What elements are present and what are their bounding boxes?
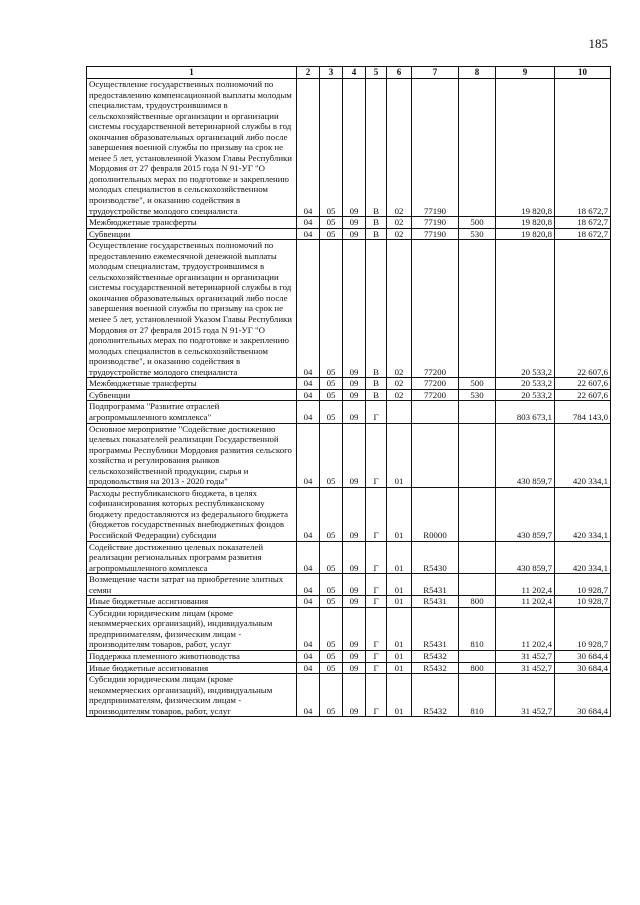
amount-year1-cell: 20 533,2 bbox=[496, 240, 555, 378]
section-code-cell: 04 bbox=[297, 79, 320, 217]
amount-year1-cell: 19 820,8 bbox=[496, 217, 555, 229]
table-header-row bbox=[87, 67, 611, 79]
table-row bbox=[87, 217, 611, 229]
column-header: 1 bbox=[87, 67, 297, 79]
subsection-code-cell: 05 bbox=[320, 79, 343, 217]
expense-type-cell: 500 bbox=[459, 217, 496, 229]
row-name-cell: Осуществление государственных полномочий по предоставлению компенсационной выплаты молодым специалистам, трудоустроившимся в сельскохозяйственные организации и организации системы государственной ветеринарной службы в год окончания образовательных организаций либо после завершения военной службы по призыву на срок не менее 5 лет, установленной Указом Главы Республики Мордовия от 27 февраля 2015 года N 91-УГ "О дополнительных мерах по подготовке и закреплению молодых специалистов в сельскохозяйственном производстве", и оказанию содействия в трудоустройстве молодого специалиста bbox=[87, 79, 297, 217]
subsection-code-cell: 05 bbox=[320, 541, 343, 574]
direction-code-cell bbox=[412, 401, 459, 423]
table-row bbox=[87, 674, 611, 717]
row-name-cell: Субсидии юридическим лицам (кроме некоммерческих организаций), индивидуальным предпринимателям, физическим лицам - производителям товаров, работ, услуг bbox=[87, 674, 297, 717]
amount-year2-cell: 18 672,7 bbox=[555, 217, 611, 229]
event-code-cell: 01 bbox=[387, 423, 412, 487]
subsection-code-cell: 05 bbox=[320, 650, 343, 662]
table-row bbox=[87, 389, 611, 401]
amount-year2-cell: 22 607,6 bbox=[555, 240, 611, 378]
direction-code-cell: 77190 bbox=[412, 217, 459, 229]
direction-code-cell: R5430 bbox=[412, 541, 459, 574]
direction-code-cell: R0000 bbox=[412, 487, 459, 541]
row-name-cell: Основное мероприятие "Содействие достижению целевых показателей реализации Государственной программы Республики Мордовия развития сельского хозяйства и регулирования рынков сельскохозяйственной продукции, сырья и продовольствия на 2013 - 2020 годы" bbox=[87, 423, 297, 487]
subsection-code-cell: 05 bbox=[320, 596, 343, 608]
program-code-cell: 09 bbox=[343, 674, 366, 717]
subprogram-code-cell: Г bbox=[366, 401, 387, 423]
direction-code-cell: 77200 bbox=[412, 240, 459, 378]
amount-year1-cell: 803 673,1 bbox=[496, 401, 555, 423]
subprogram-code-cell: Г bbox=[366, 423, 387, 487]
event-code-cell: 01 bbox=[387, 541, 412, 574]
subprogram-code-cell: Г bbox=[366, 674, 387, 717]
subprogram-code-cell: В bbox=[366, 79, 387, 217]
amount-year2-cell: 30 684,4 bbox=[555, 674, 611, 717]
amount-year2-cell: 18 672,7 bbox=[555, 228, 611, 240]
row-name-cell: Подпрограмма "Развитие отраслей агропромышленного комплекса" bbox=[87, 401, 297, 423]
section-code-cell: 04 bbox=[297, 662, 320, 674]
row-name-cell: Расходы республиканского бюджета, в целях софинансирования которых республиканскому бюджету предоставляются из федерального бюджета (бюджетов государственных внебюджетных фондов Российской Федерации) субсидии bbox=[87, 487, 297, 541]
section-code-cell: 04 bbox=[297, 240, 320, 378]
program-code-cell: 09 bbox=[343, 596, 366, 608]
event-code-cell: 02 bbox=[387, 240, 412, 378]
program-code-cell: 09 bbox=[343, 79, 366, 217]
direction-code-cell: 77190 bbox=[412, 79, 459, 217]
amount-year2-cell: 10 928,7 bbox=[555, 574, 611, 596]
column-header: 6 bbox=[387, 67, 412, 79]
section-code-cell: 04 bbox=[297, 607, 320, 650]
subsection-code-cell: 05 bbox=[320, 240, 343, 378]
row-name-cell: Субсидии юридическим лицам (кроме некоммерческих организаций), индивидуальным предпринимателям, физическим лицам - производителям товаров, работ, услуг bbox=[87, 607, 297, 650]
amount-year1-cell: 11 202,4 bbox=[496, 596, 555, 608]
expense-type-cell bbox=[459, 650, 496, 662]
budget-table bbox=[86, 66, 611, 717]
expense-type-cell: 500 bbox=[459, 378, 496, 390]
table-row bbox=[87, 596, 611, 608]
program-code-cell: 09 bbox=[343, 378, 366, 390]
row-name-cell: Содействие достижению целевых показателей реализации региональных программ развития агропромышленного комплекса bbox=[87, 541, 297, 574]
program-code-cell: 09 bbox=[343, 607, 366, 650]
table-row bbox=[87, 79, 611, 217]
section-code-cell: 04 bbox=[297, 650, 320, 662]
table-row bbox=[87, 650, 611, 662]
amount-year2-cell: 10 928,7 bbox=[555, 607, 611, 650]
column-header: 8 bbox=[459, 67, 496, 79]
section-code-cell: 04 bbox=[297, 401, 320, 423]
row-name-cell: Межбюджетные трансферты bbox=[87, 217, 297, 229]
subprogram-code-cell: В bbox=[366, 217, 387, 229]
expense-type-cell bbox=[459, 423, 496, 487]
amount-year2-cell: 420 334,1 bbox=[555, 541, 611, 574]
section-code-cell: 04 bbox=[297, 487, 320, 541]
program-code-cell: 09 bbox=[343, 662, 366, 674]
expense-type-cell: 530 bbox=[459, 228, 496, 240]
page-number: 185 bbox=[588, 36, 608, 51]
amount-year2-cell: 784 143,0 bbox=[555, 401, 611, 423]
subsection-code-cell: 05 bbox=[320, 389, 343, 401]
column-header: 9 bbox=[496, 67, 555, 79]
subprogram-code-cell: В bbox=[366, 378, 387, 390]
amount-year2-cell: 22 607,6 bbox=[555, 378, 611, 390]
event-code-cell: 02 bbox=[387, 228, 412, 240]
event-code-cell: 01 bbox=[387, 650, 412, 662]
table-row bbox=[87, 423, 611, 487]
expense-type-cell: 530 bbox=[459, 389, 496, 401]
subprogram-code-cell: Г bbox=[366, 607, 387, 650]
amount-year1-cell: 20 533,2 bbox=[496, 389, 555, 401]
expense-type-cell bbox=[459, 240, 496, 378]
row-name-cell: Возмещение части затрат на приобретение элитных семян bbox=[87, 574, 297, 596]
table-row bbox=[87, 240, 611, 378]
row-name-cell: Субвенции bbox=[87, 228, 297, 240]
direction-code-cell: R5431 bbox=[412, 596, 459, 608]
column-header: 10 bbox=[555, 67, 611, 79]
expense-type-cell: 810 bbox=[459, 607, 496, 650]
program-code-cell: 09 bbox=[343, 541, 366, 574]
direction-code-cell bbox=[412, 423, 459, 487]
subprogram-code-cell: Г bbox=[366, 541, 387, 574]
section-code-cell: 04 bbox=[297, 378, 320, 390]
column-header: 4 bbox=[343, 67, 366, 79]
amount-year1-cell: 19 820,8 bbox=[496, 228, 555, 240]
program-code-cell: 09 bbox=[343, 401, 366, 423]
expense-type-cell bbox=[459, 79, 496, 217]
subsection-code-cell: 05 bbox=[320, 607, 343, 650]
expense-type-cell bbox=[459, 541, 496, 574]
table-row bbox=[87, 662, 611, 674]
amount-year1-cell: 430 859,7 bbox=[496, 541, 555, 574]
row-name-cell: Иные бюджетные ассигнования bbox=[87, 596, 297, 608]
expense-type-cell bbox=[459, 487, 496, 541]
amount-year1-cell: 31 452,7 bbox=[496, 662, 555, 674]
direction-code-cell: 77200 bbox=[412, 378, 459, 390]
table-row bbox=[87, 541, 611, 574]
event-code-cell: 01 bbox=[387, 674, 412, 717]
subprogram-code-cell: Г bbox=[366, 650, 387, 662]
table-row bbox=[87, 487, 611, 541]
amount-year1-cell: 430 859,7 bbox=[496, 423, 555, 487]
program-code-cell: 09 bbox=[343, 228, 366, 240]
amount-year1-cell: 31 452,7 bbox=[496, 650, 555, 662]
event-code-cell: 01 bbox=[387, 607, 412, 650]
amount-year1-cell: 31 452,7 bbox=[496, 674, 555, 717]
expense-type-cell: 800 bbox=[459, 596, 496, 608]
column-header: 3 bbox=[320, 67, 343, 79]
table-row bbox=[87, 378, 611, 390]
program-code-cell: 09 bbox=[343, 240, 366, 378]
subprogram-code-cell: В bbox=[366, 240, 387, 378]
column-header: 5 bbox=[366, 67, 387, 79]
event-code-cell bbox=[387, 401, 412, 423]
amount-year2-cell: 22 607,6 bbox=[555, 389, 611, 401]
row-name-cell: Субвенции bbox=[87, 389, 297, 401]
event-code-cell: 02 bbox=[387, 217, 412, 229]
expense-type-cell: 810 bbox=[459, 674, 496, 717]
subsection-code-cell: 05 bbox=[320, 228, 343, 240]
amount-year2-cell: 420 334,1 bbox=[555, 423, 611, 487]
program-code-cell: 09 bbox=[343, 487, 366, 541]
subsection-code-cell: 05 bbox=[320, 662, 343, 674]
table-row bbox=[87, 574, 611, 596]
program-code-cell: 09 bbox=[343, 574, 366, 596]
section-code-cell: 04 bbox=[297, 596, 320, 608]
direction-code-cell: 77200 bbox=[412, 389, 459, 401]
event-code-cell: 02 bbox=[387, 389, 412, 401]
table-row bbox=[87, 401, 611, 423]
column-header: 7 bbox=[412, 67, 459, 79]
program-code-cell: 09 bbox=[343, 389, 366, 401]
subsection-code-cell: 05 bbox=[320, 217, 343, 229]
subsection-code-cell: 05 bbox=[320, 378, 343, 390]
subprogram-code-cell: В bbox=[366, 389, 387, 401]
subsection-code-cell: 05 bbox=[320, 674, 343, 717]
direction-code-cell: R5431 bbox=[412, 574, 459, 596]
amount-year2-cell: 420 334,1 bbox=[555, 487, 611, 541]
subsection-code-cell: 05 bbox=[320, 401, 343, 423]
section-code-cell: 04 bbox=[297, 674, 320, 717]
direction-code-cell: R5432 bbox=[412, 674, 459, 717]
row-name-cell: Поддержка племенного животноводства bbox=[87, 650, 297, 662]
subsection-code-cell: 05 bbox=[320, 423, 343, 487]
table-row bbox=[87, 607, 611, 650]
subsection-code-cell: 05 bbox=[320, 574, 343, 596]
amount-year1-cell: 20 533,2 bbox=[496, 378, 555, 390]
subprogram-code-cell: Г bbox=[366, 574, 387, 596]
direction-code-cell: 77190 bbox=[412, 228, 459, 240]
expense-type-cell bbox=[459, 574, 496, 596]
event-code-cell: 02 bbox=[387, 79, 412, 217]
expense-type-cell bbox=[459, 401, 496, 423]
event-code-cell: 02 bbox=[387, 378, 412, 390]
amount-year2-cell: 30 684,4 bbox=[555, 650, 611, 662]
section-code-cell: 04 bbox=[297, 228, 320, 240]
event-code-cell: 01 bbox=[387, 662, 412, 674]
program-code-cell: 09 bbox=[343, 217, 366, 229]
subprogram-code-cell: В bbox=[366, 228, 387, 240]
column-header: 2 bbox=[297, 67, 320, 79]
subsection-code-cell: 05 bbox=[320, 487, 343, 541]
program-code-cell: 09 bbox=[343, 650, 366, 662]
amount-year2-cell: 10 928,7 bbox=[555, 596, 611, 608]
section-code-cell: 04 bbox=[297, 423, 320, 487]
section-code-cell: 04 bbox=[297, 217, 320, 229]
amount-year2-cell: 30 684,4 bbox=[555, 662, 611, 674]
event-code-cell: 01 bbox=[387, 487, 412, 541]
amount-year1-cell: 19 820,8 bbox=[496, 79, 555, 217]
section-code-cell: 04 bbox=[297, 574, 320, 596]
subprogram-code-cell: Г bbox=[366, 662, 387, 674]
subprogram-code-cell: Г bbox=[366, 487, 387, 541]
table-row bbox=[87, 228, 611, 240]
direction-code-cell: R5432 bbox=[412, 662, 459, 674]
subprogram-code-cell: Г bbox=[366, 596, 387, 608]
row-name-cell: Межбюджетные трансферты bbox=[87, 378, 297, 390]
expense-type-cell: 800 bbox=[459, 662, 496, 674]
amount-year1-cell: 11 202,4 bbox=[496, 574, 555, 596]
amount-year2-cell: 18 672,7 bbox=[555, 79, 611, 217]
event-code-cell: 01 bbox=[387, 574, 412, 596]
row-name-cell: Осуществление государственных полномочий по предоставлению ежемесячной денежной выплаты молодым специалистам, трудоустроившимся в сельскохозяйственные организации и организации системы государственной ветеринарной службы в год окончания образовательных организаций либо после завершения военной службы по призыву на срок не менее 5 лет, установленной Указом Главы Республики Мордовия от 27 февраля 2015 года N 91-УГ "О дополнительных мерах по подготовке и закреплению молодых специалистов в сельскохозяйственном производстве", и оказанию содействия в трудоустройстве молодого специалиста bbox=[87, 240, 297, 378]
amount-year1-cell: 430 859,7 bbox=[496, 487, 555, 541]
section-code-cell: 04 bbox=[297, 541, 320, 574]
program-code-cell: 09 bbox=[343, 423, 366, 487]
direction-code-cell: R5432 bbox=[412, 650, 459, 662]
event-code-cell: 01 bbox=[387, 596, 412, 608]
direction-code-cell: R5431 bbox=[412, 607, 459, 650]
section-code-cell: 04 bbox=[297, 389, 320, 401]
amount-year1-cell: 11 202,4 bbox=[496, 607, 555, 650]
row-name-cell: Иные бюджетные ассигнования bbox=[87, 662, 297, 674]
